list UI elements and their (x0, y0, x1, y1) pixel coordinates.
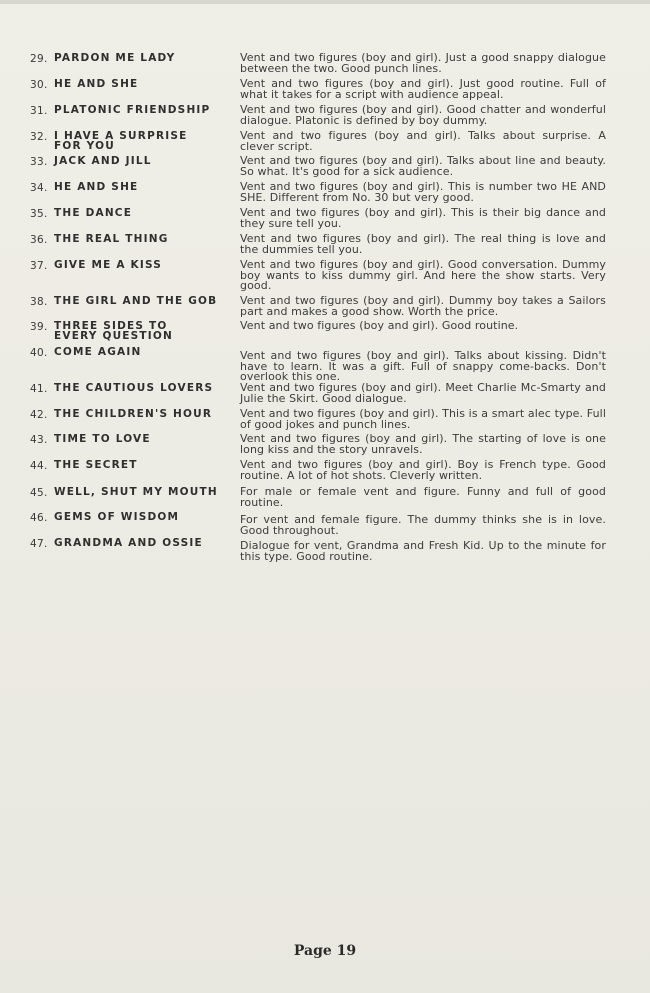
entry-number: 44. (30, 460, 48, 472)
entry-description: Vent and two figures (boy and girl). Boy is French type. Good routine. A lot of hot shots. Cleverly written. (240, 458, 606, 482)
page-top-edge (0, 0, 650, 4)
entry-title: WELL, SHUT MY MOUTH (54, 486, 218, 498)
entry-description: Vent and two figures (boy and girl). The real thing is love and the dummies tell you. (240, 232, 606, 256)
entry-number: 37. (30, 260, 48, 272)
entry-number: 38. (30, 296, 48, 308)
entry-number: 39. (30, 321, 48, 333)
entry-description: Vent and two figures (boy and girl). This is their big dance and they sure tell you. (240, 206, 606, 230)
entry-number: 40. (30, 347, 48, 359)
entry-description: Vent and two figures (boy and girl). Talks about line and beauty. So what. It's good for a sick audience. (240, 154, 606, 178)
page-number: Page 19 (293, 943, 357, 959)
entry-title: THREE SIDES TO EVERY QUESTION (54, 320, 174, 342)
entry-number: 31. (30, 105, 48, 117)
entry-title: JACK AND JILL (54, 155, 152, 167)
entry-description: Vent and two figures (boy and girl). Good routine. (240, 319, 519, 332)
entry-title: GRANDMA AND OSSIE (54, 537, 203, 549)
entry-description: Vent and two figures (boy and girl). Talks about kissing. Didn't have to learn. It was a gift. Full of snappy come-backs. Don't overlook this one. (240, 349, 606, 383)
entry-number: 41. (30, 383, 48, 395)
entry-title: THE GIRL AND THE GOB (54, 295, 218, 307)
entry-description: Vent and two figures (boy and girl). Just a good snappy dialogue between the two. Good punch lines. (240, 51, 606, 75)
entry-title: THE CHILDREN'S HOUR (54, 408, 213, 420)
entry-description: Vent and two figures (boy and girl). Just good routine. Full of what it takes for a script with audience appeal. (240, 77, 606, 101)
entry-title: COME AGAIN (54, 346, 142, 358)
entry-number: 46. (30, 512, 48, 524)
entry-description: Vent and two figures (boy and girl). Meet Charlie Mc-Smarty and Julie the Skirt. Good dialogue. (240, 381, 606, 405)
entry-title: PLATONIC FRIENDSHIP (54, 104, 211, 116)
entry-number: 34. (30, 182, 48, 194)
entry-number: 43. (30, 434, 48, 446)
entry-description: For vent and female figure. The dummy thinks she is in love. Good throughout. (240, 513, 606, 537)
entry-number: 33. (30, 156, 48, 168)
entry-title: THE REAL THING (54, 233, 169, 245)
entry-description: Vent and two figures (boy and girl). Good chatter and wonderful dialogue. Platonic is defined by boy dummy. (240, 103, 606, 127)
entry-title: I HAVE A SURPRISE FOR YOU (54, 130, 188, 152)
entry-description: Vent and two figures (boy and girl). The starting of love is one long kiss and the story unravels. (240, 432, 606, 456)
entry-description: Vent and two figures (boy and girl). Dummy boy takes a Sailors part and makes a good show. Worth the price. (240, 294, 606, 318)
entry-number: 30. (30, 79, 48, 91)
entry-number: 29. (30, 53, 48, 65)
entry-description: For male or female vent and figure. Funny and full of good routine. (240, 485, 606, 509)
entry-title: HE AND SHE (54, 181, 139, 193)
entry-description: Vent and two figures (boy and girl). Good conversation. Dummy boy wants to kiss dummy girl. And here the show starts. Very good. (240, 258, 606, 292)
entry-number: 47. (30, 538, 48, 550)
entry-description: Vent and two figures (boy and girl). This is a smart alec type. Full of good jokes and punch lines. (240, 407, 606, 431)
entry-title: PARDON ME LADY (54, 52, 176, 64)
entry-number: 42. (30, 409, 48, 421)
entry-description: Dialogue for vent, Grandma and Fresh Kid. Up to the minute for this type. Good routine. (240, 539, 606, 563)
entry-title: THE DANCE (54, 207, 133, 219)
entry-number: 36. (30, 234, 48, 246)
entry-description: Vent and two figures (boy and girl). This is number two HE AND SHE. Different from No. 30 but very good. (240, 180, 606, 204)
entry-description: Vent and two figures (boy and girl). Talks about surprise. A clever script. (240, 129, 606, 153)
entry-title: GEMS OF WISDOM (54, 511, 180, 523)
entry-title: THE SECRET (54, 459, 138, 471)
entry-title: TIME TO LOVE (54, 433, 151, 445)
entry-number: 35. (30, 208, 48, 220)
entry-title: HE AND SHE (54, 78, 139, 90)
entry-number: 45. (30, 487, 48, 499)
entry-title: THE CAUTIOUS LOVERS (54, 382, 214, 394)
entry-title: GIVE ME A KISS (54, 259, 163, 271)
entry-number: 32. (30, 131, 48, 143)
